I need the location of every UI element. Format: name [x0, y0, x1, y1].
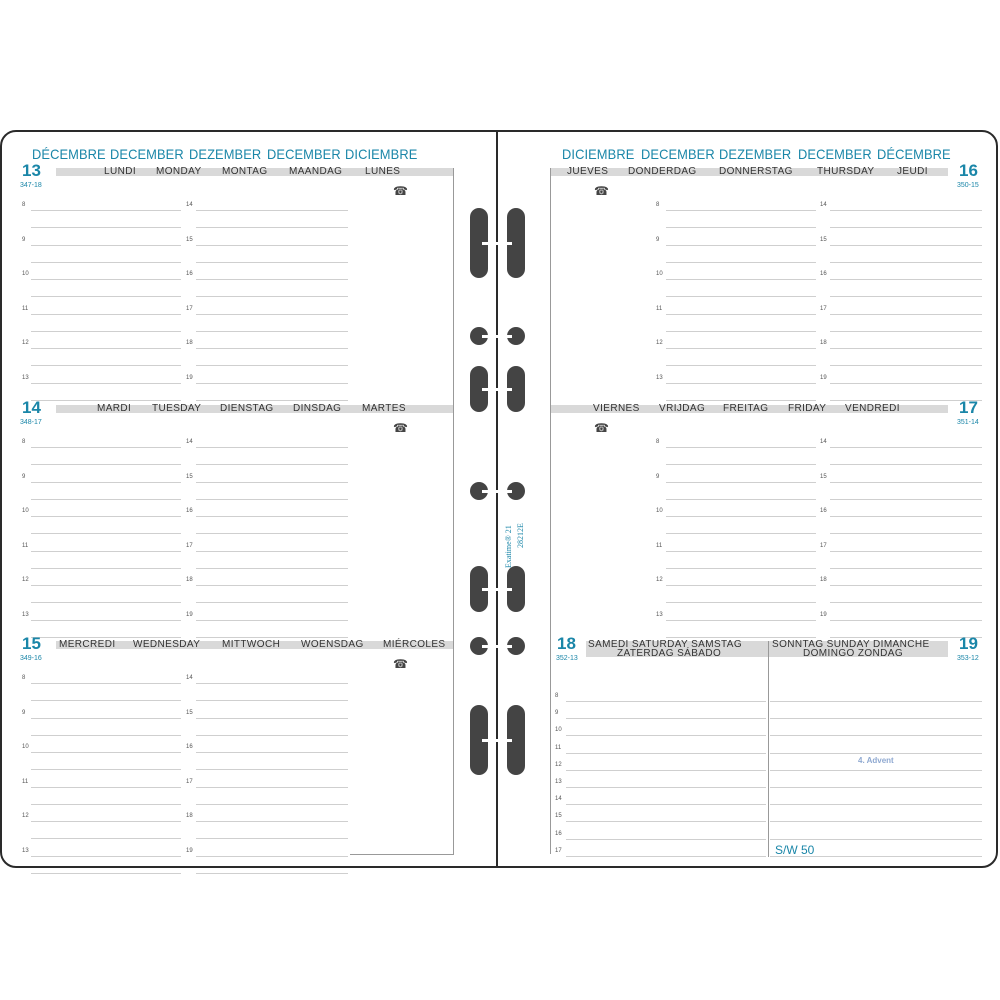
rule-line: [196, 400, 348, 401]
rule-line: [31, 227, 181, 228]
month-label: [562, 146, 641, 162]
rule-line: [31, 279, 181, 280]
hour-label: 9: [22, 709, 26, 716]
rule-line: [196, 348, 348, 349]
rule-line: [566, 821, 766, 822]
rule-line: [196, 769, 348, 770]
day-name: JEUDI: [897, 166, 928, 177]
rule-line: [830, 245, 982, 246]
hour-label: 12: [555, 761, 562, 768]
ring-band: [482, 335, 512, 338]
month-label: [267, 146, 347, 162]
hour-label: 13: [22, 847, 29, 854]
day-name: MARTES: [362, 403, 406, 414]
rule-line: [830, 331, 982, 332]
hour-label: 8: [22, 202, 26, 208]
hour-label: 14: [186, 202, 193, 208]
rule-line: [31, 400, 181, 401]
hour-label: 11: [555, 744, 562, 751]
rule-line: [196, 447, 348, 448]
rule-line: [566, 770, 766, 771]
rule-line: [830, 279, 982, 280]
rule-line: [196, 752, 348, 753]
hour-label: 10: [555, 727, 562, 734]
hour-label: 10: [22, 508, 29, 514]
hour-label: 15: [820, 236, 827, 243]
day-name: WEDNESDAY: [133, 639, 201, 650]
ring-band: [482, 739, 512, 742]
rule-line: [196, 365, 348, 366]
day-name: DONNERSTAG: [719, 166, 793, 177]
rule-line: [666, 499, 816, 500]
rule-line: [31, 838, 181, 839]
hour-label: 8: [22, 675, 26, 681]
rule-line: [196, 210, 348, 211]
hour-label: 9: [656, 236, 660, 243]
rule-line: [830, 482, 982, 483]
day-of-year: 347-18: [20, 182, 42, 189]
hour-label: 19: [820, 611, 827, 618]
hour-label: 13: [656, 611, 663, 618]
day-name: WOENSDAG: [301, 639, 364, 650]
rule-line: [31, 804, 181, 805]
rule-line: [666, 447, 816, 448]
sunday-names: DOMINGO ZONDAG: [803, 648, 904, 659]
rule-line: [196, 821, 348, 822]
rule-line: [196, 873, 348, 874]
hour-label: 15: [186, 473, 193, 480]
rule-line: [666, 331, 816, 332]
rule-line: [31, 637, 181, 638]
rule-line: [31, 551, 181, 552]
rule-line: [31, 262, 181, 263]
rule-line: [666, 279, 816, 280]
rule-line: [31, 620, 181, 621]
rule-line: [830, 348, 982, 349]
hour-label: 16: [186, 744, 193, 750]
rule-line: [566, 856, 766, 857]
hour-label: 11: [22, 778, 29, 785]
phone-icon: ☎: [393, 421, 408, 435]
hour-label: 8: [22, 439, 26, 445]
month-label: [345, 146, 424, 162]
day-number: 13: [22, 161, 41, 180]
rule-line: [196, 533, 348, 534]
rule-line: [666, 400, 816, 401]
hour-label: 13: [656, 374, 663, 381]
rule-line: [666, 551, 816, 552]
rule-line: [196, 568, 348, 569]
day-name: LUNDI: [104, 166, 137, 177]
rule-line: [666, 568, 816, 569]
rule-line: [830, 447, 982, 448]
hour-label: 15: [186, 236, 193, 243]
rule-line: [31, 331, 181, 332]
rule-line: [196, 838, 348, 839]
hour-label: 9: [656, 473, 660, 480]
rule-line: [830, 314, 982, 315]
hour-label: 10: [656, 271, 663, 277]
rule-line: [31, 718, 181, 719]
rule-line: [830, 296, 982, 297]
hour-label: 18: [186, 813, 193, 819]
ring-band: [482, 490, 512, 493]
rule-line: [770, 821, 982, 822]
day-name: FREITAG: [723, 403, 769, 414]
hour-label: 15: [555, 813, 562, 820]
hour-label: 11: [656, 305, 663, 312]
day-name: DINSDAG: [293, 403, 342, 414]
rule-line: [196, 314, 348, 315]
rule-line: [196, 787, 348, 788]
rule-line: [196, 700, 348, 701]
hour-label: 19: [820, 374, 827, 381]
month-text: DICIEMBRE: [562, 146, 635, 162]
rule-line: [666, 227, 816, 228]
rule-line: [566, 804, 766, 805]
hour-label: 13: [555, 779, 562, 785]
hour-label: 18: [820, 340, 827, 346]
rule-line: [770, 770, 982, 771]
rule-line: [196, 856, 348, 857]
rule-line: [196, 279, 348, 280]
day-of-year: 352-13: [556, 655, 578, 662]
month-label: [877, 146, 957, 162]
hour-label: 16: [820, 271, 827, 277]
hour-label: 12: [656, 577, 663, 583]
day-name: DONDERDAG: [628, 166, 697, 177]
rule-line: [566, 787, 766, 788]
day-name: MIÉRCOLES: [383, 639, 446, 650]
rule-line: [666, 585, 816, 586]
rule-line: [666, 262, 816, 263]
week-number: S/W 50: [775, 843, 815, 857]
month-text: DÉCEMBRE: [32, 146, 106, 162]
rule-line: [196, 637, 348, 638]
rule-line: [830, 464, 982, 465]
phone-icon: ☎: [594, 184, 609, 198]
day-number: 17: [959, 398, 978, 417]
rule-line: [830, 227, 982, 228]
rule-line: [196, 296, 348, 297]
rule-line: [31, 314, 181, 315]
day-number: 14: [22, 398, 41, 417]
day-name: THURSDAY: [817, 166, 875, 177]
phone-icon: ☎: [594, 421, 609, 435]
hour-label: 10: [22, 271, 29, 277]
month-text: DECEMBER: [267, 146, 341, 162]
hour-label: 18: [186, 340, 193, 346]
hour-label: 9: [22, 236, 26, 243]
rule-line: [31, 365, 181, 366]
rule-line: [31, 700, 181, 701]
page-border: [453, 168, 454, 854]
hour-label: 12: [22, 813, 29, 819]
rule-line: [31, 873, 181, 874]
day-of-year: 349-16: [20, 655, 42, 662]
rule-line: [770, 735, 982, 736]
day-name: VRIJDAG: [659, 403, 706, 414]
hour-label: 16: [555, 830, 562, 837]
day-of-year: 353-12: [957, 655, 979, 662]
rule-line: [196, 683, 348, 684]
rule-line: [31, 499, 181, 500]
rule-line: [196, 227, 348, 228]
hour-label: 14: [555, 796, 562, 803]
rule-line: [31, 735, 181, 736]
product-code: 28212E: [516, 523, 525, 548]
rule-line: [196, 735, 348, 736]
rule-line: [196, 718, 348, 719]
day-of-year: 351-14: [957, 419, 979, 426]
hour-label: 11: [22, 542, 29, 549]
hour-label: 12: [656, 340, 663, 346]
rule-line: [666, 464, 816, 465]
rule-line: [666, 365, 816, 366]
rule-line: [770, 701, 982, 702]
rule-line: [830, 602, 982, 603]
brand-logo-text: [504, 508, 534, 568]
hour-label: 11: [22, 305, 29, 312]
weekend-divider: [768, 641, 769, 857]
hour-label: 11: [656, 542, 663, 549]
day-name: FRIDAY: [788, 403, 827, 414]
rule-line: [196, 804, 348, 805]
rule-line: [196, 620, 348, 621]
rule-line: [196, 602, 348, 603]
rule-line: [830, 210, 982, 211]
hour-label: 16: [186, 271, 193, 277]
hour-label: 17: [555, 847, 562, 854]
rule-line: [196, 464, 348, 465]
rule-line: [666, 482, 816, 483]
month-text: DEZEMBER: [189, 146, 262, 162]
rule-line: [196, 383, 348, 384]
hour-label: 17: [820, 542, 827, 549]
rule-line: [31, 348, 181, 349]
rule-line: [31, 447, 181, 448]
ring-band: [482, 242, 512, 245]
phone-icon: ☎: [393, 184, 408, 198]
page-border: [550, 168, 551, 854]
hour-label: 16: [186, 508, 193, 514]
rule-line: [666, 314, 816, 315]
day-name: MONTAG: [222, 166, 268, 177]
rule-line: [770, 839, 982, 840]
hour-label: 16: [820, 508, 827, 514]
ring-band: [482, 588, 512, 591]
hour-label: 13: [22, 611, 29, 618]
rule-line: [830, 568, 982, 569]
rule-line: [666, 533, 816, 534]
day-name: LUNES: [365, 166, 401, 177]
rule-line: [31, 602, 181, 603]
rule-line: [31, 856, 181, 857]
rule-line: [666, 210, 816, 211]
rule-line: [31, 752, 181, 753]
month-text: DECEMBER: [798, 146, 872, 162]
ring-band: [482, 388, 512, 391]
rule-line: [31, 296, 181, 297]
hour-label: 14: [186, 675, 193, 681]
hour-label: 19: [186, 847, 193, 854]
rule-line: [566, 701, 766, 702]
day-name: MARDI: [97, 403, 132, 414]
rule-line: [31, 245, 181, 246]
rule-line: [770, 787, 982, 788]
rule-line: [31, 210, 181, 211]
hour-label: 10: [656, 508, 663, 514]
day-name: VIERNES: [593, 403, 640, 414]
month-text: DICIEMBRE: [345, 146, 418, 162]
hour-label: 17: [820, 305, 827, 312]
day-name: MONDAY: [156, 166, 202, 177]
rule-line: [830, 585, 982, 586]
rule-line: [666, 245, 816, 246]
day-name: MITTWOCH: [222, 639, 281, 650]
day-name: VENDREDI: [845, 403, 900, 414]
day-number: 15: [22, 634, 41, 653]
rule-line: [666, 383, 816, 384]
rule-line: [830, 262, 982, 263]
rule-line: [196, 482, 348, 483]
rule-line: [196, 331, 348, 332]
month-label: [641, 146, 721, 162]
month-text: DECEMBER: [110, 146, 184, 162]
day-number: 19: [959, 634, 978, 653]
day-name: DIENSTAG: [220, 403, 274, 414]
hour-label: 8: [656, 439, 660, 445]
rule-line: [830, 516, 982, 517]
month-label: [189, 146, 268, 162]
holiday-label: 4. Advent: [858, 756, 894, 765]
day-name: JUEVES: [567, 166, 609, 177]
rule-line: [31, 769, 181, 770]
hour-label: 14: [186, 439, 193, 445]
rule-line: [666, 637, 816, 638]
rule-line: [566, 753, 766, 754]
month-label: [32, 146, 112, 162]
month-text: DÉCEMBRE: [877, 146, 951, 162]
rule-line: [196, 551, 348, 552]
rule-line: [31, 516, 181, 517]
page-bottom: [350, 854, 454, 855]
rule-line: [31, 585, 181, 586]
rule-line: [31, 533, 181, 534]
month-label: [798, 146, 878, 162]
rule-line: [196, 499, 348, 500]
rule-line: [31, 683, 181, 684]
rule-line: [770, 804, 982, 805]
rule-line: [196, 516, 348, 517]
day-of-year: 350-15: [957, 182, 979, 189]
rule-line: [770, 753, 982, 754]
hour-label: 18: [820, 577, 827, 583]
day-name: MAANDAG: [289, 166, 343, 177]
rule-line: [196, 245, 348, 246]
hour-label: 13: [22, 374, 29, 381]
rule-line: [566, 839, 766, 840]
hour-label: 17: [186, 305, 193, 312]
hour-label: 18: [186, 577, 193, 583]
phone-icon: ☎: [393, 657, 408, 671]
rule-line: [830, 551, 982, 552]
rule-line: [31, 821, 181, 822]
hour-label: 14: [820, 202, 827, 208]
hour-label: 17: [186, 542, 193, 549]
month-label: [719, 146, 798, 162]
day-of-year: 348-17: [20, 419, 42, 426]
hour-label: 12: [22, 577, 29, 583]
rule-line: [666, 620, 816, 621]
rule-line: [31, 787, 181, 788]
rule-line: [666, 602, 816, 603]
day-name: MERCREDI: [59, 639, 116, 650]
rule-line: [31, 568, 181, 569]
saturday-names: SAMEDI SATURDAY SAMSTAG: [588, 639, 743, 650]
rule-line: [830, 383, 982, 384]
rule-line: [830, 533, 982, 534]
rule-line: [830, 499, 982, 500]
hour-label: 15: [186, 709, 193, 716]
hour-label: 8: [555, 693, 559, 699]
hour-label: 15: [820, 473, 827, 480]
rule-line: [770, 718, 982, 719]
rule-line: [196, 585, 348, 586]
hour-label: 17: [186, 778, 193, 785]
month-label: [110, 146, 190, 162]
month-text: DECEMBER: [641, 146, 715, 162]
brand-name: Exatime® 21: [504, 525, 513, 568]
day-number: 16: [959, 161, 978, 180]
rule-line: [830, 365, 982, 366]
hour-label: 14: [820, 439, 827, 445]
hour-label: 19: [186, 374, 193, 381]
hour-label: 19: [186, 611, 193, 618]
rule-line: [566, 735, 766, 736]
rule-line: [31, 464, 181, 465]
rule-line: [830, 620, 982, 621]
sunday-names: SONNTAG SUNDAY DIMANCHE: [772, 639, 930, 650]
day-name: TUESDAY: [152, 403, 202, 414]
saturday-names: ZATERDAG SÁBADO: [617, 648, 722, 659]
hour-label: 9: [22, 473, 26, 480]
hour-label: 8: [656, 202, 660, 208]
ring-band: [482, 645, 512, 648]
rule-line: [31, 482, 181, 483]
rule-line: [666, 516, 816, 517]
rule-line: [666, 348, 816, 349]
rule-line: [566, 718, 766, 719]
hour-label: 12: [22, 340, 29, 346]
rule-line: [31, 383, 181, 384]
rule-line: [666, 296, 816, 297]
rule-line: [196, 262, 348, 263]
month-text: DEZEMBER: [719, 146, 792, 162]
hour-label: 10: [22, 744, 29, 750]
hour-label: 9: [555, 710, 559, 717]
day-number: 18: [557, 634, 576, 653]
